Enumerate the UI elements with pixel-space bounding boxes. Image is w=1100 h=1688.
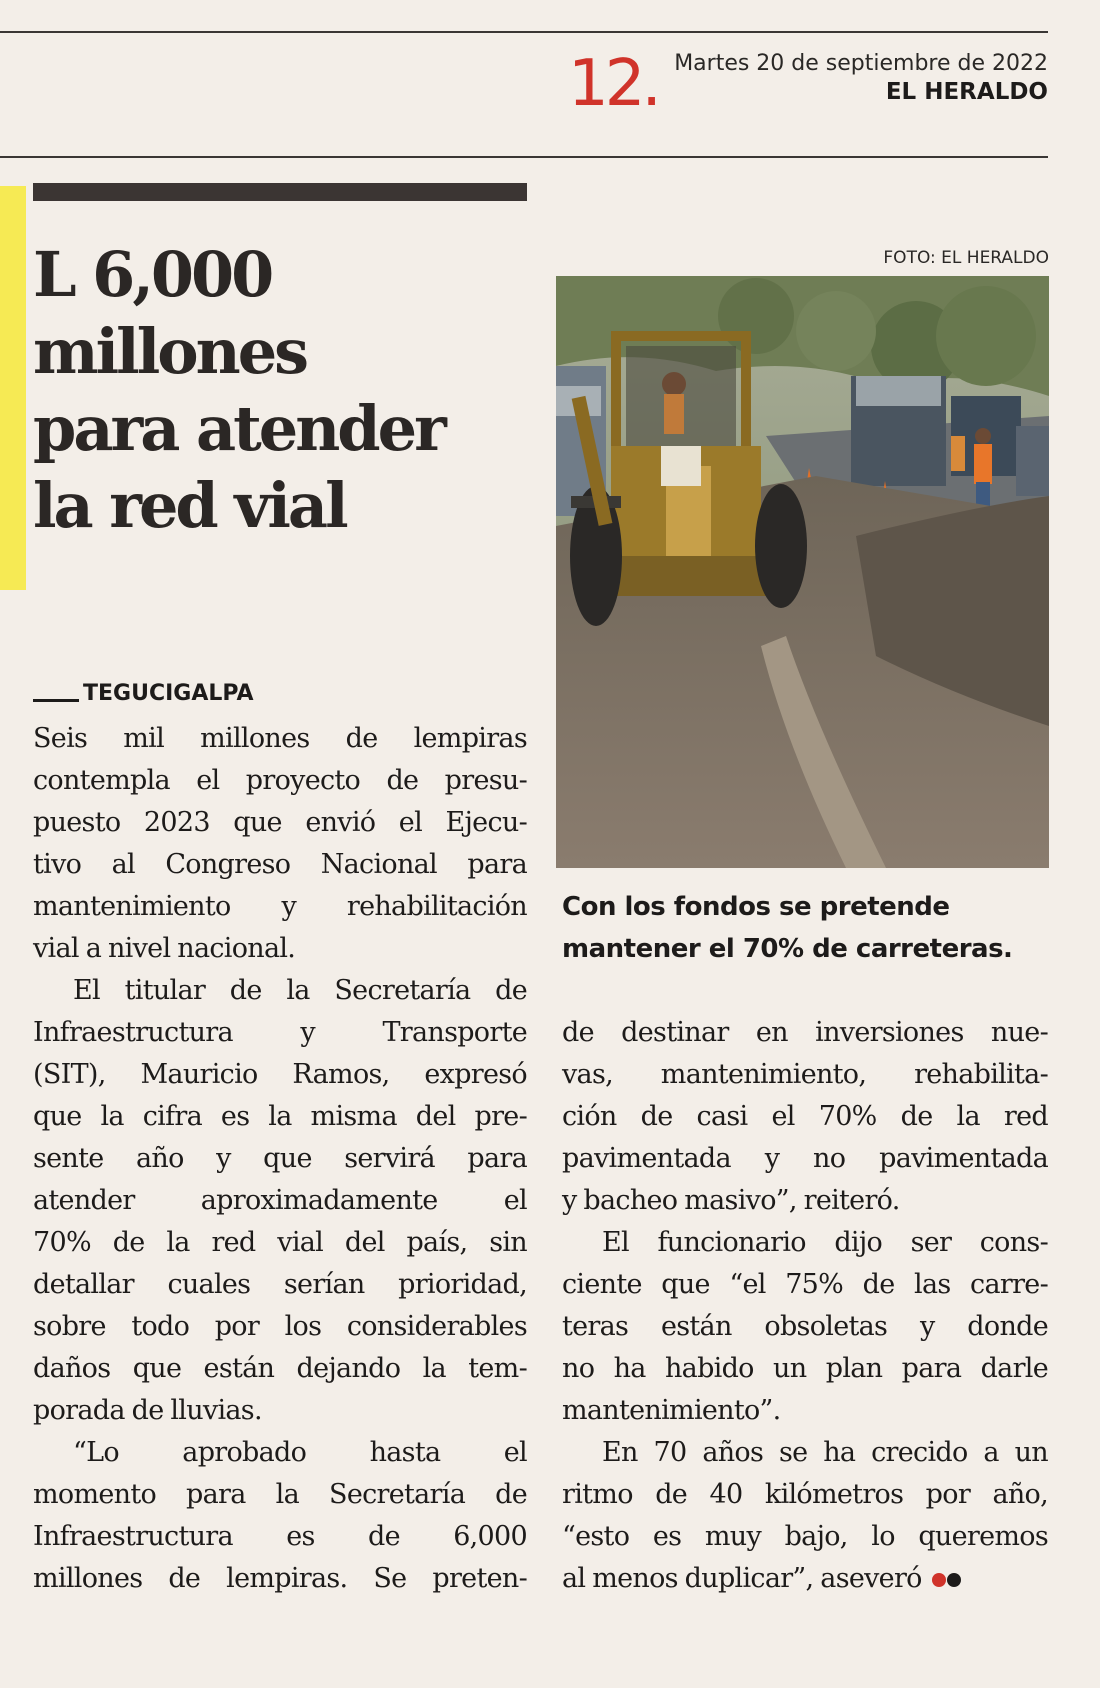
body-line: teras están obsoletas y donde [562, 1311, 1048, 1342]
body-line: El funcionario dijo ser cons- [602, 1227, 1048, 1258]
body-line: sobre todo por los considerables [33, 1311, 527, 1342]
body-line: El titular de la Secretaría de [73, 975, 527, 1006]
header-rule [0, 156, 1048, 158]
headline-bar [33, 183, 527, 201]
photo-illustration [556, 276, 1049, 868]
body-line: Infraestructura y Transporte [33, 1017, 527, 1048]
body-line: que la cifra es la misma del pre- [33, 1101, 527, 1132]
body-line: Infraestructura es de 6,000 [33, 1521, 527, 1552]
body-column-right [562, 1012, 1048, 1600]
caption-line: mantener el 70% de carreteras. [562, 934, 1013, 964]
body-line: Seis mil millones de lempiras [33, 723, 527, 754]
body-line: vas, mantenimiento, rehabilita- [562, 1059, 1048, 1090]
body-line: “Lo aprobado hasta el [73, 1437, 527, 1468]
page-number: 12. [568, 47, 658, 121]
body-line: porada de lluvias. [33, 1395, 262, 1426]
headline [33, 236, 533, 544]
body-column-left [33, 718, 527, 1600]
body-line: mantenimiento y rehabilitación [33, 891, 527, 922]
body-line: y bacheo masivo”, reiteró. [562, 1185, 900, 1216]
photo-caption [562, 886, 1052, 970]
body-line: “esto es muy bajo, lo queremos [562, 1521, 1048, 1552]
body-line: ciente que “el 75% de las carre- [562, 1269, 1048, 1300]
top-rule [0, 31, 1048, 33]
photo-credit: FOTO: EL HERALDO [883, 248, 1049, 268]
body-line: 70% de la red vial del país, sin [33, 1227, 527, 1258]
issue-date: Martes 20 de septiembre de 2022 [674, 51, 1048, 76]
body-line: momento para la Secretaría de [33, 1479, 527, 1510]
headline-line: millones [33, 315, 307, 388]
body-line: atender aproximadamente el [33, 1185, 527, 1216]
road-grader-photo [556, 276, 1049, 868]
body-line: puesto 2023 que envió el Ejecu- [33, 807, 527, 838]
newspaper-name: EL HERALDO [885, 79, 1048, 105]
body-line: sente año y que servirá para [33, 1143, 527, 1174]
headline-line: la red vial [33, 469, 346, 542]
body-line: En 70 años se ha crecido a un [602, 1437, 1048, 1468]
dateline-city: TEGUCIGALPA [83, 681, 254, 706]
body-line: mantenimiento”. [562, 1395, 781, 1426]
body-line: ritmo de 40 kilómetros por año, [562, 1479, 1048, 1510]
highlighter-mark [0, 186, 26, 590]
body-line: vial a nivel nacional. [33, 933, 296, 964]
body-line-final [562, 1558, 1048, 1600]
body-line: contempla el proyecto de presu- [33, 765, 527, 796]
caption-line: Con los fondos se pretende [562, 892, 950, 922]
end-mark-black-dot [947, 1573, 961, 1587]
body-line: (SIT), Mauricio Ramos, expresó [33, 1059, 527, 1090]
body-line: al menos duplicar”, aseveró [562, 1563, 922, 1594]
end-mark-red-dot [932, 1573, 946, 1587]
body-line: pavimentada y no pavimentada [562, 1143, 1048, 1174]
headline-line: L 6,000 [33, 238, 272, 311]
body-line: millones de lempiras. Se preten- [33, 1563, 527, 1594]
body-line: ción de casi el 70% de la red [562, 1101, 1048, 1132]
body-line: daños que están dejando la tem- [33, 1353, 527, 1384]
dateline [33, 680, 254, 708]
body-line: de destinar en inversiones nue- [562, 1017, 1048, 1048]
body-line: no ha habido un plan para darle [562, 1353, 1048, 1384]
body-line: tivo al Congreso Nacional para [33, 849, 527, 880]
body-line: detallar cuales serían prioridad, [33, 1269, 527, 1300]
dateline-dash [33, 699, 79, 702]
headline-line: para atender [33, 392, 444, 465]
